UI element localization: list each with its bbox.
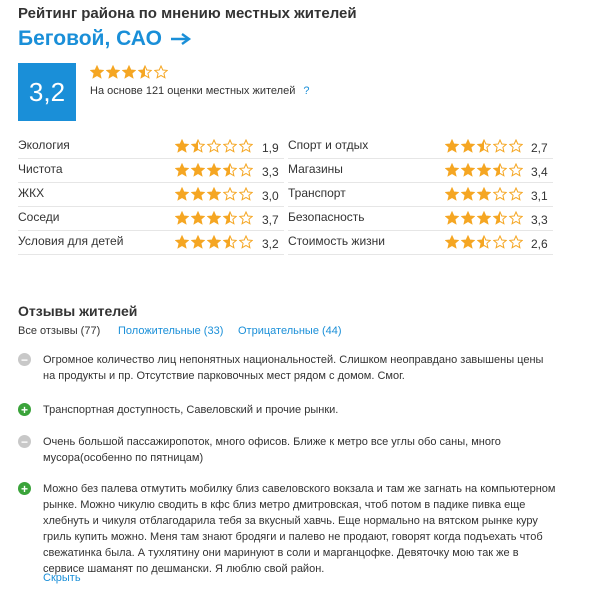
star-filled-icon bbox=[106, 65, 120, 79]
help-icon[interactable]: ? bbox=[303, 85, 310, 97]
rating-value: 3,3 bbox=[531, 213, 548, 227]
rating-value: 2,7 bbox=[531, 141, 548, 155]
star-filled-icon bbox=[122, 65, 136, 79]
star-filled-icon bbox=[175, 139, 189, 153]
tab-negative-reviews[interactable]: Отрицательные (44) bbox=[238, 325, 342, 337]
star-filled-icon bbox=[477, 163, 491, 177]
star-filled-icon bbox=[461, 187, 475, 201]
star-empty-icon bbox=[239, 139, 253, 153]
star-empty-icon bbox=[223, 139, 237, 153]
rating-value: 3,3 bbox=[262, 165, 279, 179]
star-empty-icon bbox=[239, 187, 253, 201]
star-half-icon bbox=[223, 163, 237, 177]
star-empty-icon bbox=[509, 163, 523, 177]
rating-stars bbox=[175, 187, 253, 201]
row-divider bbox=[18, 254, 284, 255]
rating-label: ЖКХ bbox=[18, 186, 45, 200]
star-filled-icon bbox=[175, 235, 189, 249]
rating-label: Экология bbox=[18, 138, 70, 152]
star-empty-icon bbox=[509, 235, 523, 249]
row-divider bbox=[18, 230, 284, 231]
star-filled-icon bbox=[445, 163, 459, 177]
star-filled-icon bbox=[207, 211, 221, 225]
district-link[interactable] bbox=[18, 27, 192, 51]
review-item bbox=[18, 352, 558, 384]
star-filled-icon bbox=[207, 187, 221, 201]
star-filled-icon bbox=[191, 163, 205, 177]
review-text: Можно без палева отмутить мобилку близ савеловского вокзала и там же загнать на компьютерном рынке. Можно чикулю сводить в кфс близ метро дмитровская, чтоб потом в падике пивка еще хлебнуть и чикуля отблагодарила тебя за вкусный хавчь. Еще нормально на вятском рынке куру гриль купить можно. Меня там знают бродяги и палево не продают, говорят когда подъехать чтоб свежатинка была. А тухлятину они маринуют в соли и марганцофке. Девяточку мою так же в сервисе шаманят по дешмански. Я люблю свой район. bbox=[43, 483, 556, 575]
row-divider bbox=[288, 206, 553, 207]
row-divider bbox=[18, 158, 284, 159]
rating-label: Стоимость жизни bbox=[288, 234, 385, 248]
star-filled-icon bbox=[175, 187, 189, 201]
star-half-icon bbox=[493, 211, 507, 225]
star-empty-icon bbox=[239, 163, 253, 177]
rating-basis bbox=[90, 85, 309, 97]
star-half-icon bbox=[223, 211, 237, 225]
star-empty-icon bbox=[493, 187, 507, 201]
star-empty-icon bbox=[154, 65, 168, 79]
rating-stars bbox=[175, 211, 253, 225]
star-filled-icon bbox=[175, 163, 189, 177]
rating-value: 1,9 bbox=[262, 141, 279, 155]
star-empty-icon bbox=[509, 187, 523, 201]
rating-stars bbox=[445, 187, 523, 201]
rating-stars bbox=[175, 163, 253, 177]
star-half-icon bbox=[191, 139, 205, 153]
overall-stars bbox=[90, 65, 168, 79]
row-divider bbox=[18, 182, 284, 183]
star-filled-icon bbox=[191, 187, 205, 201]
star-empty-icon bbox=[509, 211, 523, 225]
rating-value: 3,0 bbox=[262, 189, 279, 203]
star-filled-icon bbox=[445, 235, 459, 249]
rating-stars bbox=[445, 163, 523, 177]
star-empty-icon bbox=[223, 187, 237, 201]
review-item bbox=[18, 402, 558, 418]
star-filled-icon bbox=[90, 65, 104, 79]
rating-label: Магазины bbox=[288, 162, 343, 176]
rating-stars bbox=[445, 235, 523, 249]
arrow-right-icon[interactable] bbox=[170, 32, 192, 46]
review-item bbox=[18, 434, 558, 466]
minus-icon: − bbox=[18, 435, 31, 448]
star-filled-icon bbox=[445, 187, 459, 201]
star-filled-icon bbox=[207, 163, 221, 177]
star-filled-icon bbox=[191, 235, 205, 249]
tab-positive-reviews[interactable]: Положительные (33) bbox=[118, 325, 224, 337]
row-divider bbox=[288, 158, 553, 159]
row-divider bbox=[288, 182, 553, 183]
rating-label: Безопасность bbox=[288, 210, 365, 224]
plus-icon: + bbox=[18, 482, 31, 495]
star-half-icon bbox=[477, 235, 491, 249]
row-divider bbox=[18, 206, 284, 207]
star-filled-icon bbox=[461, 235, 475, 249]
star-filled-icon bbox=[461, 211, 475, 225]
rating-value: 3,4 bbox=[531, 165, 548, 179]
star-half-icon bbox=[138, 65, 152, 79]
star-filled-icon bbox=[175, 211, 189, 225]
hide-review-link[interactable]: Скрыть bbox=[43, 572, 81, 584]
minus-icon: − bbox=[18, 353, 31, 366]
tab-all-reviews[interactable]: Все отзывы (77) bbox=[18, 325, 101, 337]
star-filled-icon bbox=[461, 163, 475, 177]
overall-score-badge: 3,2 bbox=[18, 63, 76, 121]
star-filled-icon bbox=[207, 235, 221, 249]
review-text: Огромное количество лиц непонятных национальностей. Слишком неоправдано завышены цены на продукты и пр. Отсутствие парковочных мест рядом с домом. Смог. bbox=[43, 354, 544, 382]
star-empty-icon bbox=[493, 139, 507, 153]
rating-label: Спорт и отдых bbox=[288, 138, 369, 152]
rating-value: 2,6 bbox=[531, 237, 548, 251]
plus-icon: + bbox=[18, 403, 31, 416]
star-filled-icon bbox=[477, 211, 491, 225]
star-empty-icon bbox=[509, 139, 523, 153]
district-name[interactable]: Беговой, САО bbox=[18, 27, 162, 50]
star-half-icon bbox=[477, 139, 491, 153]
star-filled-icon bbox=[477, 187, 491, 201]
review-item bbox=[18, 481, 558, 577]
rating-label: Соседи bbox=[18, 210, 60, 224]
review-text: Транспортная доступность, Савеловский и прочие рынки. bbox=[43, 404, 339, 416]
star-empty-icon bbox=[239, 235, 253, 249]
rating-stars bbox=[175, 139, 253, 153]
star-empty-icon bbox=[493, 235, 507, 249]
rating-label: Транспорт bbox=[288, 186, 346, 200]
star-empty-icon bbox=[239, 211, 253, 225]
star-empty-icon bbox=[207, 139, 221, 153]
rating-label: Условия для детей bbox=[18, 234, 124, 248]
row-divider bbox=[288, 254, 553, 255]
reviews-title: Отзывы жителей bbox=[18, 303, 138, 319]
star-half-icon bbox=[223, 235, 237, 249]
rating-stars bbox=[445, 139, 523, 153]
rating-value: 3,7 bbox=[262, 213, 279, 227]
rating-label: Чистота bbox=[18, 162, 63, 176]
star-filled-icon bbox=[191, 211, 205, 225]
rating-stars bbox=[445, 211, 523, 225]
rating-value: 3,2 bbox=[262, 237, 279, 251]
page-heading: Рейтинг района по мнению местных жителей bbox=[18, 5, 357, 22]
review-text: Очень большой пассажиропоток, много офисов. Ближе к метро все углы обо саны, много мусора(особенно по пятницам) bbox=[43, 436, 501, 464]
rating-value: 3,1 bbox=[531, 189, 548, 203]
rating-basis-text: На основе 121 оценки местных жителей bbox=[90, 85, 296, 97]
row-divider bbox=[288, 230, 553, 231]
star-filled-icon bbox=[445, 211, 459, 225]
star-filled-icon bbox=[445, 139, 459, 153]
star-filled-icon bbox=[461, 139, 475, 153]
star-half-icon bbox=[493, 163, 507, 177]
rating-stars bbox=[175, 235, 253, 249]
